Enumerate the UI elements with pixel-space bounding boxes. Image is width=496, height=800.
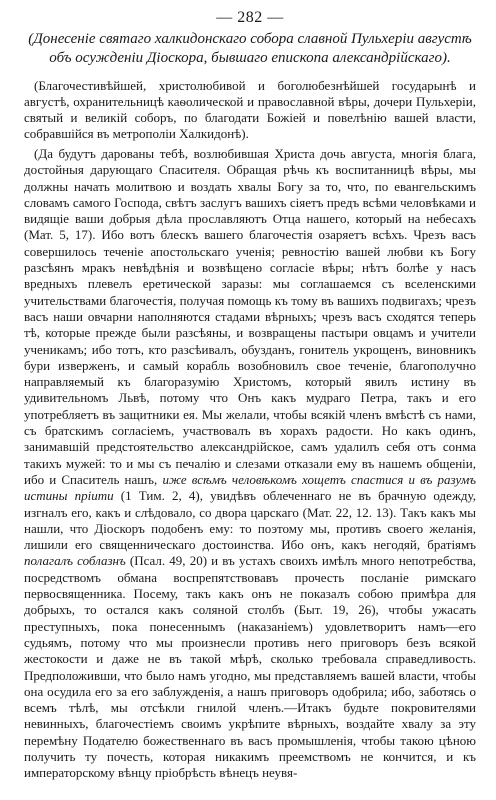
salutation-paragraph: (Благочестивѣйшей, христолюбивой и боголюбезнѣйшей государынѣ и августѣ, охранительницѣ каѳолической и православной вѣры, дочери Пульхерiи, святый и великiй соборъ, по благодати Божiей и повелѣнiю вашей власти, собравшiйся въ метрополiи Халкидонѣ).: [24, 78, 476, 141]
document-heading: (Донесенiе святаго халкидонскаго собора славной Пульхерiи августѣ объ осужденiи Дiоскора, бывшаго епископа александрiйскаго).: [28, 31, 472, 66]
main-paragraph: [24, 146, 476, 782]
scripture-quote-italic: иже всѣмъ человѣкомъ хощетъ спастися и въ разумъ истины прiити: [24, 471, 476, 504]
page-number: — 282 —: [216, 9, 284, 26]
main-text-part-3: (Псал. 49, 20) и въ устахъ своихъ имѣлъ много непотребства, посредствомъ обмана воспрепятствовавъ прочесть посланiе римскаго первосвященника. Посему, такъ какъ онъ не показалъ собою примѣра для добрыхъ, то остался какъ соляной столбъ (Быт. 19, 26), чтобы ужасать преступныхъ, пока понесеннымъ (наказанiемъ) удовлетворитъ намъ—его судьямъ, потому что мы произнесли противъ него приговоръ безъ всякой жестокости и даже не въ такой мѣрѣ, сколько требовала справедливость. Предположивши, что было намъ угодно, мы представляемъ вашей власти, чтобы она осудила его за его заблужденiя, а нашъ приговоръ одобрила; ибо, заботясь о всемъ тѣлѣ, мы отсѣкли гнилой членъ.—Итакъ будьте покровителями невинныхъ, благочестiемъ своимъ укрѣпите вѣрныхъ, воздайте хвалу за эту перемѣну Подателю божественнаго въ васъ промышленiя, чтобы такою цѣною получить ту почесть, которая никакимъ преемствомъ не кончится, и къ императорскому вѣнцу прiобрѣсть вѣнецъ неувя-: [24, 553, 476, 781]
document-page: [24, 8, 476, 794]
psalm-quote-italic: полагалъ соблазнъ: [24, 553, 126, 569]
main-text-part-1: (Да будутъ дарованы тебѣ, возлюбившая Христа дочь августа, многiя блага, достойныя дарующаго Спасителя. Обращая рѣчь къ воспитанницѣ вѣры, мы должны начать молитвою и воздать хвалы Богу за то, что, по евангельскимъ словамъ самого Господа, свѣтъ заслугъ вашихъ сiяетъ предъ всѣми человѣками и видящiе ваши добрыя дѣла прославляютъ Отца нашего, который на небесахъ (Мат. 5, 17). Ибо вотъ блескъ вашего благочестiя озаряетъ всѣхъ. Чрезъ васъ совершилось теченiе апостольскаго ученiя; ревностiю вашей любви къ Богу разсѣянъ мракъ невѣдѣнiя и возвѣщено согласiе вѣры; нѣтъ болѣе у насъ вредныхъ плевелъ еретической заразы: мы соглашаемся съ вселенскими учительствами благочестiя, получая помощь къ тому въ вашихъ подвигахъ; чрезъ васъ наши овчарни наполняются стадами вѣрныхъ; чрезъ васъ сходятся теперь тѣ, которые прежде были разсѣяны, и возвращены пастыри овцамъ и учители ученикамъ; ибо тотъ, кто разсѣивалъ, обузданъ, гонитель укрощенъ, виновникъ бури изверженъ, и самый корабль возобновилъ свое теченiе, благополучно направляемый къ благоразумiю Христомъ, который явилъ истину въ удивительномъ Львѣ, потому что Онъ какъ мудраго Петра, такъ и его употребляетъ въ защитники ея. Мы желали, чтобы всякiй членъ вмѣстѣ съ нами, съ братскимъ согласiемъ, участвовалъ въ хорахъ радости. Но какъ одинъ, занимавшiй предстоятельство александрiйское, самъ удалилъ себя отъ сонма такихъ мужей: то и мы съ печалiю и слезами отказали ему въ нашемъ общенiи, ибо и Спаситель нашъ,: [24, 146, 476, 487]
main-text-part-2: (1 Тим. 2, 4), увидѣвъ облеченнаго не въ брачную одежду, изгналъ его, какъ и слѣдовало, со двора царскаго (Мат. 22, 12. 13). Такъ какъ мы нашли, что Дiоскоръ подобенъ ему: то поэтому мы, противъ своего желанiя, лишили его священническаго достоинства. Ибо онъ, какъ негодяй, братiямъ: [24, 488, 476, 553]
